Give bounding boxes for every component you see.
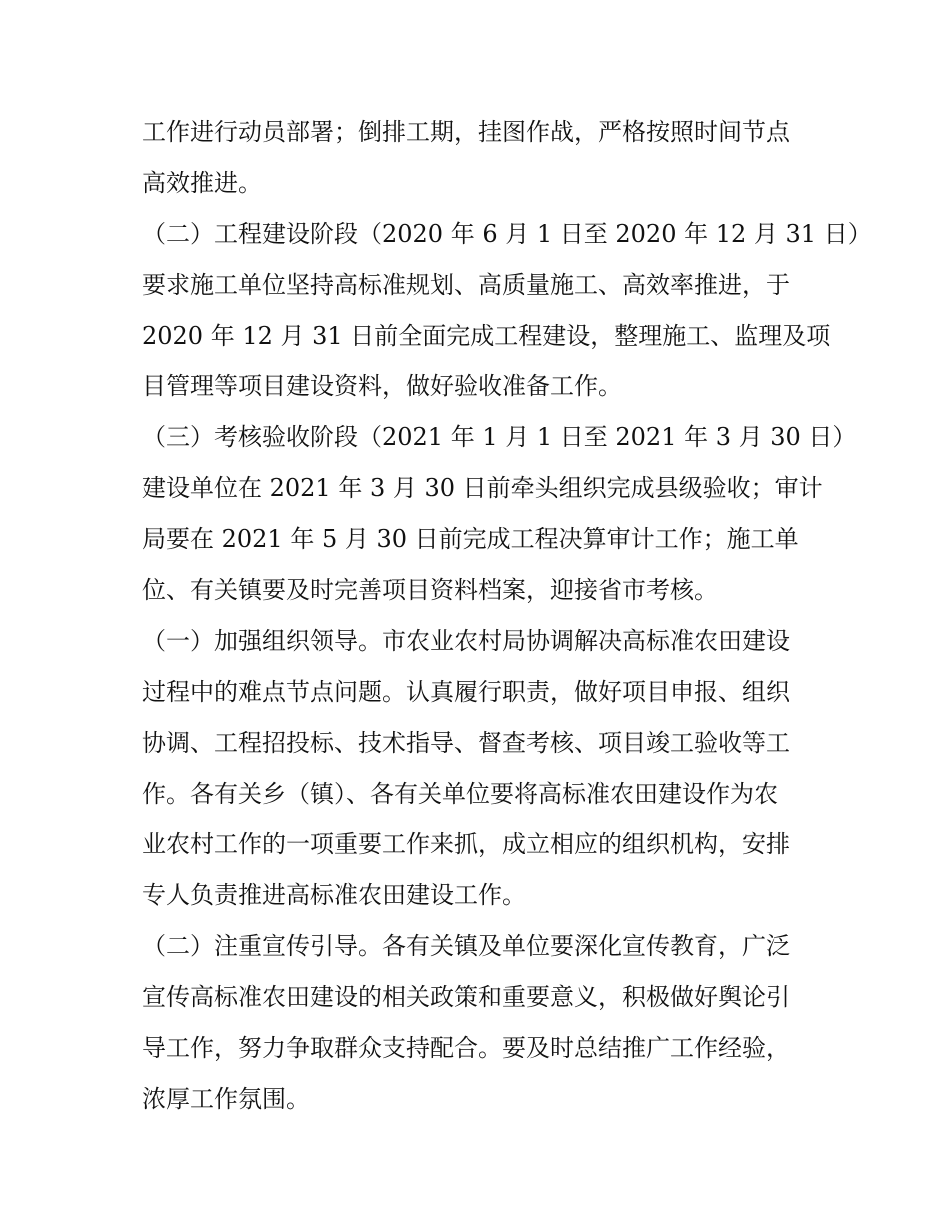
section-heading-line: （一）加强组织领导。市农业农村局协调解决高标准农田建设 <box>142 626 790 655</box>
text-line: 浓厚工作氛围。 <box>142 1084 310 1113</box>
text-line: 建设单位在 2021 年 3 月 30 日前牵头组织完成县级验收；审计 <box>142 474 823 503</box>
text-line: 工作进行动员部署；倒排工期，挂图作战，严格按照时间节点 <box>142 118 790 146</box>
text-line: 2020 年 12 月 31 日前全面完成工程建设，整理施工、监理及项 <box>142 321 831 350</box>
text-line: 局要在 2021 年 5 月 30 日前完成工程决算审计工作；施工单 <box>142 525 799 554</box>
text-line: 过程中的难点节点问题。认真履行职责，做好项目申报、组织 <box>142 677 790 706</box>
section-heading-line: （二）工程建设阶段（2020 年 6 月 1 日至 2020 年 12 月 31 日） <box>142 219 872 248</box>
text-line: 要求施工单位坚持高标准规划、高质量施工、高效率推进，于 <box>142 270 790 299</box>
text-line: 协调、工程招投标、技术指导、督查考核、项目竣工验收等工 <box>142 728 790 757</box>
text-line: 高效推进。 <box>142 168 262 197</box>
section-heading-line: （二）注重宣传引导。各有关镇及单位要深化宣传教育，广泛 <box>142 932 790 961</box>
text-line: 宣传高标准农田建设的相关政策和重要意义，积极做好舆论引 <box>142 983 790 1012</box>
text-line: 位、有关镇要及时完善项目资料档案，迎接省市考核。 <box>142 576 718 605</box>
text-line: 作。各有关乡（镇）、各有关单位要将高标准农田建设作为农 <box>142 779 778 808</box>
text-line: 导工作，努力争取群众支持配合。要及时总结推广工作经验， <box>142 1034 790 1063</box>
text-line: 专人负责推进高标准农田建设工作。 <box>142 881 526 910</box>
section-heading-line: （三）考核验收阶段（2021 年 1 月 1 日至 2021 年 3 月 30 日） <box>142 423 857 452</box>
body-text <box>142 107 872 1125</box>
text-line: 目管理等项目建设资料，做好验收准备工作。 <box>142 372 622 401</box>
text-line: 业农村工作的一项重要工作来抓，成立相应的组织机构，安排 <box>142 830 790 859</box>
